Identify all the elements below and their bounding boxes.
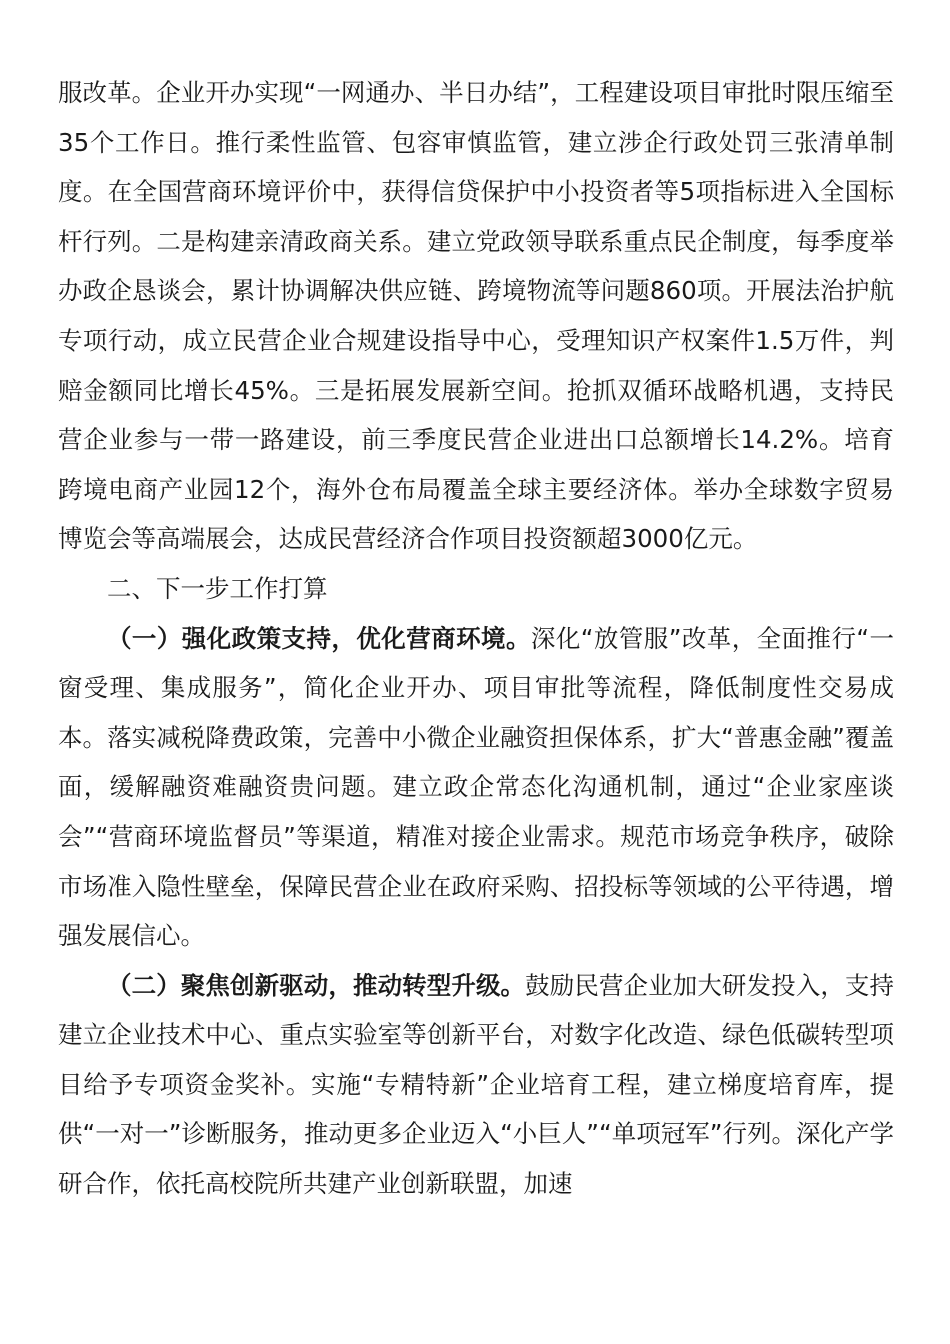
item-body-1: 深化“放管服”改革，全面推行“一窗受理、集成服务”，简化企业开办、项目审批等流程，降低制度性交易成本。落实减税降费政策，完善中小微企业融资担保体系，扩大“普惠金融”覆盖面，缓解融资难融资贵问题。建立政企常态化沟通机制，通过“企业家座谈会”“营商环境监督员”等渠道，精准对接企业需求。规范市场竞争秩序，破除市场准入隐性壁垒，保障民营企业在政府采购、招投标等领域的公平待遇，增强发展信心。: [58, 623, 895, 951]
item-paragraph-1: [58, 614, 894, 961]
item-lead-1: （一）强化政策支持，优化营商环境。: [107, 623, 531, 653]
section-heading: 二、下一步工作打算: [107, 573, 328, 603]
item-body-2: 鼓励民营企业加大研发投入，支持建立企业技术中心、重点实验室等创新平台，对数字化改造、绿色低碳转型项目给予专项资金奖补。实施“专精特新”企业培育工程，建立梯度培育库，提供“一对一”诊断服务，推动更多企业迈入“小巨人”“单项冠军”行列。深化产学研合作，依托高校院所共建产业创新联盟，加速: [58, 970, 895, 1199]
item-paragraph-2: [58, 961, 894, 1209]
item-lead-2: （二）聚焦创新驱动，推动转型升级。: [107, 970, 526, 1000]
document-page: [58, 68, 894, 1209]
continuation-paragraph: 服改革。企业开办实现“一网通办、半日办结”，工程建设项目审批时限压缩至35个工作日。推行柔性监管、包容审慎监管，建立涉企行政处罚三张清单制度。在全国营商环境评价中，获得信贷保护中小投资者等5项指标进入全国标杆行列。二是构建亲清政商关系。建立党政领导联系重点民企制度，每季度举办政企恳谈会，累计协调解决供应链、跨境物流等问题860项。开展法治护航专项行动，成立民营企业合规建设指导中心，受理知识产权案件1.5万件，判赔金额同比增长45%。三是拓展发展新空间。抢抓双循环战略机遇，支持民营企业参与一带一路建设，前三季度民营企业进出口总额增长14.2%。培育跨境电商产业园12个，海外仓布局覆盖全球主要经济体。举办全球数字贸易博览会等高端展会，达成民营经济合作项目投资额超3000亿元。: [58, 78, 894, 554]
